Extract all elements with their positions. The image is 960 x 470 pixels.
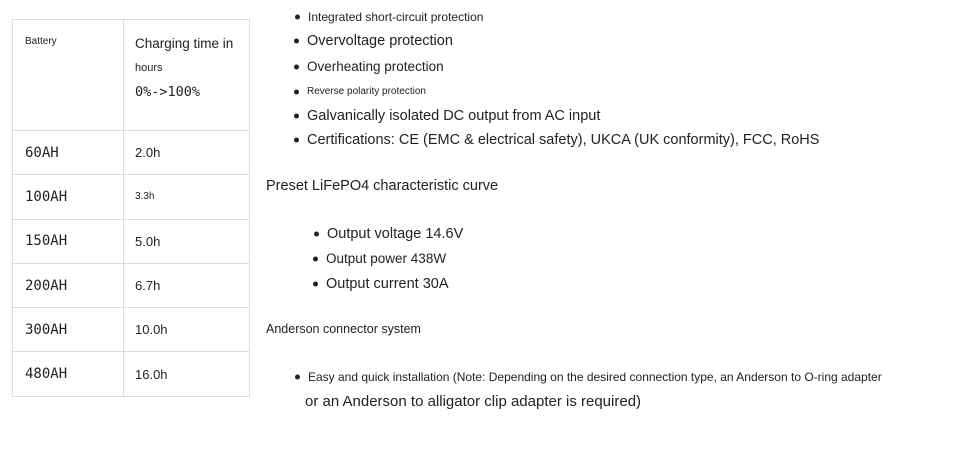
list-item: Output power 438W xyxy=(326,251,447,266)
battery-cell: 200AH xyxy=(13,263,124,307)
charging-time-table xyxy=(12,19,250,397)
table-row xyxy=(13,352,250,396)
header-charging-time-range: 0%->100% xyxy=(135,84,201,100)
anderson-item-continuation: or an Anderson to alligator clip adapter is required) xyxy=(305,393,642,410)
anderson-heading: Anderson connector system xyxy=(266,322,421,336)
curve-heading: Preset LiFePO4 characteristic curve xyxy=(266,178,499,194)
time-cell: 6.7h xyxy=(124,263,250,307)
table-row xyxy=(13,308,250,352)
list-item: Output current 30A xyxy=(326,276,449,292)
list-item: Output voltage 14.6V xyxy=(327,226,464,242)
time-cell: 10.0h xyxy=(124,308,250,352)
header-charging-time xyxy=(124,20,250,131)
battery-cell: 150AH xyxy=(13,219,124,263)
time-cell: 5.0h xyxy=(124,219,250,263)
time-cell: 16.0h xyxy=(124,352,250,396)
battery-cell: 300AH xyxy=(13,308,124,352)
battery-cell: 100AH xyxy=(13,175,124,219)
table-row xyxy=(13,263,250,307)
time-cell: 2.0h xyxy=(124,131,250,175)
list-item: Certifications: CE (EMC & electrical safety), UKCA (UK conformity), FCC, RoHS xyxy=(307,132,820,148)
battery-cell: 60AH xyxy=(13,131,124,175)
list-item: Overvoltage protection xyxy=(307,33,453,49)
list-item: Galvanically isolated DC output from AC input xyxy=(307,108,601,124)
header-charging-time-line1: Charging time in xyxy=(135,36,234,51)
header-charging-time-line2: hours xyxy=(135,62,163,74)
list-item: Reverse polarity protection xyxy=(307,86,426,97)
table-row xyxy=(13,131,250,175)
table-row xyxy=(13,219,250,263)
list-item: Overheating protection xyxy=(307,59,444,74)
table-row xyxy=(13,175,250,219)
table-header-row xyxy=(13,20,250,131)
battery-cell: 480AH xyxy=(13,352,124,396)
list-item: Easy and quick installation (Note: Depending on the desired connection type, an Anderson to O-ring adapter xyxy=(308,370,882,384)
time-cell: 3.3h xyxy=(124,175,250,219)
header-battery: Battery xyxy=(13,20,124,131)
list-item: Integrated short-circuit protection xyxy=(308,10,484,24)
